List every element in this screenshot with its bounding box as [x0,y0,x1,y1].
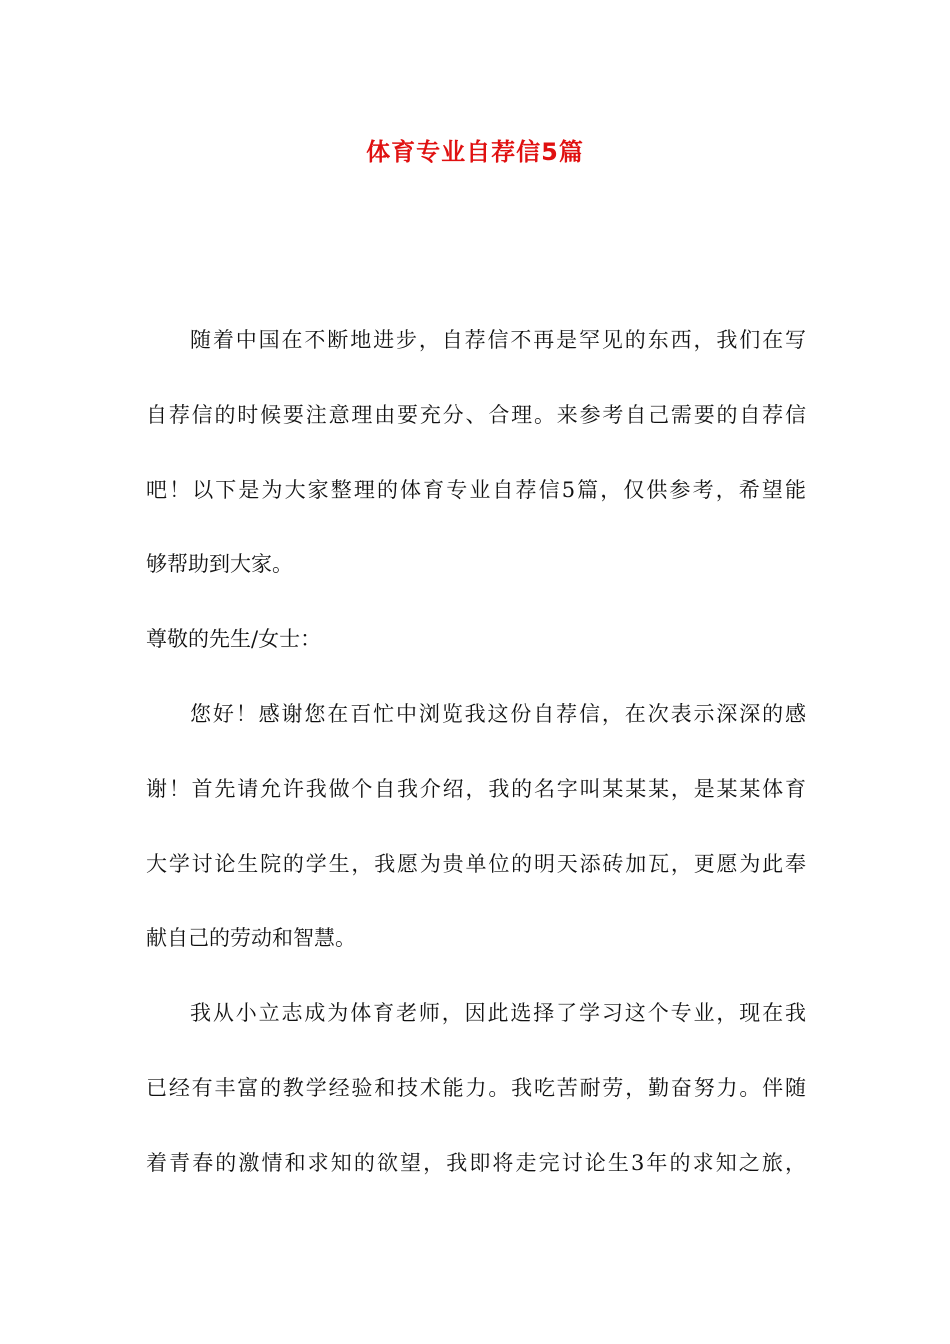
paragraph-line: 献自己的劳动和智慧。 [146,926,356,950]
paragraph-line: 已经有丰富的教学经验和技术能力。我吃苦耐劳，勤奋努力。伴随 [146,1076,806,1100]
paragraph-line: 随着中国在不断地进步，自荐信不再是罕见的东西，我们在写 [190,328,806,352]
paragraph-line: 我从小立志成为体育老师，因此选择了学习这个专业，现在我 [190,1001,806,1025]
paragraph-line: 着青春的激情和求知的欲望，我即将走完讨论生3年的求知之旅， [146,1151,806,1175]
paragraph-line: 您好！感谢您在百忙中浏览我这份自荐信，在次表示深深的感 [190,702,806,726]
paragraph-line: 够帮助到大家。 [146,552,293,576]
paragraph-line: 谢！首先请允许我做个自我介绍，我的名字叫某某某，是某某体育 [146,777,806,801]
paragraph-line: 大学讨论生院的学生，我愿为贵单位的明天添砖加瓦，更愿为此奉 [146,852,806,876]
paragraph-line: 自荐信的时候要注意理由要充分、合理。来参考自己需要的自荐信 [146,403,806,427]
paragraph-line: 吧！以下是为大家整理的体育专业自荐信5篇，仅供参考，希望能 [146,478,806,502]
document-title: 体育专业自荐信5篇 [366,138,584,166]
salutation-line: 尊敬的先生/女士： [146,627,322,651]
